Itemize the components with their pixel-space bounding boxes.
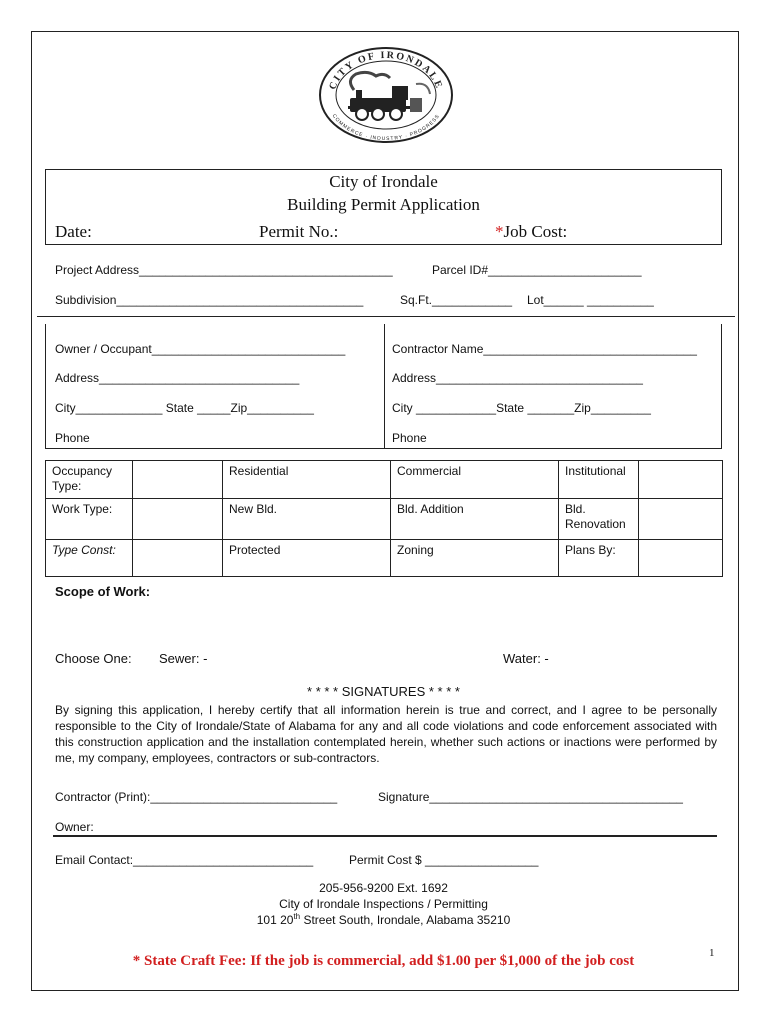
institutional-cell[interactable] <box>639 461 723 499</box>
permit-cost-field[interactable]: Permit Cost $ _________________ <box>349 853 539 867</box>
contractor-print-field[interactable]: Contractor (Print):____________________________ <box>55 790 338 804</box>
occupancy-type-label: Occupancy Type: <box>46 461 133 499</box>
sewer-option[interactable]: Sewer: - <box>159 651 208 666</box>
plans-by-option[interactable]: Plans By: <box>559 540 639 577</box>
signature-field[interactable]: Signature______________________________________ <box>378 790 683 804</box>
type-const-cell[interactable] <box>133 540 223 577</box>
seal-bottom-text: COMMERCE · INDUSTRY · PROGRESS <box>330 113 442 143</box>
work-type-cell[interactable] <box>133 499 223 540</box>
footer-office: City of Irondale Inspections / Permitting <box>279 897 488 911</box>
choose-one-label: Choose One: <box>55 651 132 666</box>
owner-signature-field[interactable]: Owner: <box>55 820 94 834</box>
water-option[interactable]: Water: - <box>503 651 549 666</box>
table-row <box>46 540 723 577</box>
table-row <box>46 499 723 540</box>
date-label: Date: <box>55 222 92 241</box>
zoning-option[interactable]: Zoning <box>391 540 559 577</box>
job-cost-label: *Job Cost: <box>495 222 568 241</box>
state-craft-fee-note: * State Craft Fee: If the job is commercial, add $1.00 per $1,000 of the job cost <box>132 953 635 969</box>
plans-by-cell[interactable] <box>639 540 723 577</box>
work-type-label: Work Type: <box>46 499 133 540</box>
lot-field[interactable]: Lot______ __________ <box>527 293 654 307</box>
scope-of-work-label: Scope of Work: <box>55 584 151 599</box>
owner-phone-field[interactable]: Phone <box>55 431 90 445</box>
permit-type-grid <box>45 460 723 577</box>
page-number: 1 <box>709 947 715 959</box>
institutional-option[interactable]: Institutional <box>559 461 639 499</box>
svg-text:CITY OF IRONDALE <box>327 50 444 91</box>
email-contact-field[interactable]: Email Contact:___________________________ <box>55 853 314 867</box>
project-address-field[interactable]: Project Address______________________________________ <box>55 263 393 277</box>
certification-text: By signing this application, I hereby certify that all information herein is true and correct, and I agree to be personally responsible to the City of Irondale/State of Alabama for any and all code violations and code enforcement associated with this construction application and the installation contemplated herein, whether such actions or inactions were performed by me, my company, employees, contractors or sub-contractors. <box>55 703 717 765</box>
sqft-field[interactable]: Sq.Ft.____________ <box>400 293 513 307</box>
section-divider <box>37 316 735 317</box>
contractor-name-field[interactable]: Contractor Name________________________________ <box>392 342 697 356</box>
permit-number-label: Permit No.: <box>259 222 339 241</box>
building-renovation-option[interactable]: Bld. Renovation <box>559 499 639 540</box>
commercial-option[interactable]: Commercial <box>391 461 559 499</box>
owner-address-field[interactable]: Address______________________________ <box>55 371 300 385</box>
contact-divider <box>384 324 385 449</box>
seal-top-text: CITY OF IRONDALE <box>327 49 445 92</box>
subdivision-field[interactable]: Subdivision_____________________________________ <box>55 293 364 307</box>
signatures-heading: * * * * SIGNATURES * * * * <box>307 684 460 699</box>
required-star: * <box>495 222 504 241</box>
contractor-address-field[interactable]: Address_______________________________ <box>392 371 643 385</box>
new-building-option[interactable]: New Bld. <box>223 499 391 540</box>
svg-text:COMMERCE · INDUSTRY · PROGRESS <box>331 113 442 142</box>
contractor-phone-field[interactable]: Phone <box>392 431 427 445</box>
type-const-label: Type Const: <box>46 540 133 577</box>
parcel-id-field[interactable]: Parcel ID#_______________________ <box>432 263 642 277</box>
locomotive-icon <box>348 72 430 120</box>
owner-name-field[interactable]: Owner / Occupant_____________________________ <box>55 342 346 356</box>
protected-option[interactable]: Protected <box>223 540 391 577</box>
footer-address: 101 20th Street South, Irondale, Alabama 35210 <box>256 912 511 927</box>
occupancy-type-cell[interactable] <box>133 461 223 499</box>
owner-signature-line <box>53 835 717 837</box>
city-seal-logo <box>318 46 454 144</box>
residential-option[interactable]: Residential <box>223 461 391 499</box>
owner-city-field[interactable]: City_____________ State _____Zip__________ <box>55 401 314 415</box>
form-title: Building Permit Application <box>287 195 480 214</box>
table-row <box>46 461 723 499</box>
footer-phone: 205-956-9200 Ext. 1692 <box>319 881 448 895</box>
building-addition-option[interactable]: Bld. Addition <box>391 499 559 540</box>
renovation-cell[interactable] <box>639 499 723 540</box>
contractor-city-field[interactable]: City ____________State _______Zip_________ <box>392 401 651 415</box>
city-title: City of Irondale <box>329 172 438 191</box>
